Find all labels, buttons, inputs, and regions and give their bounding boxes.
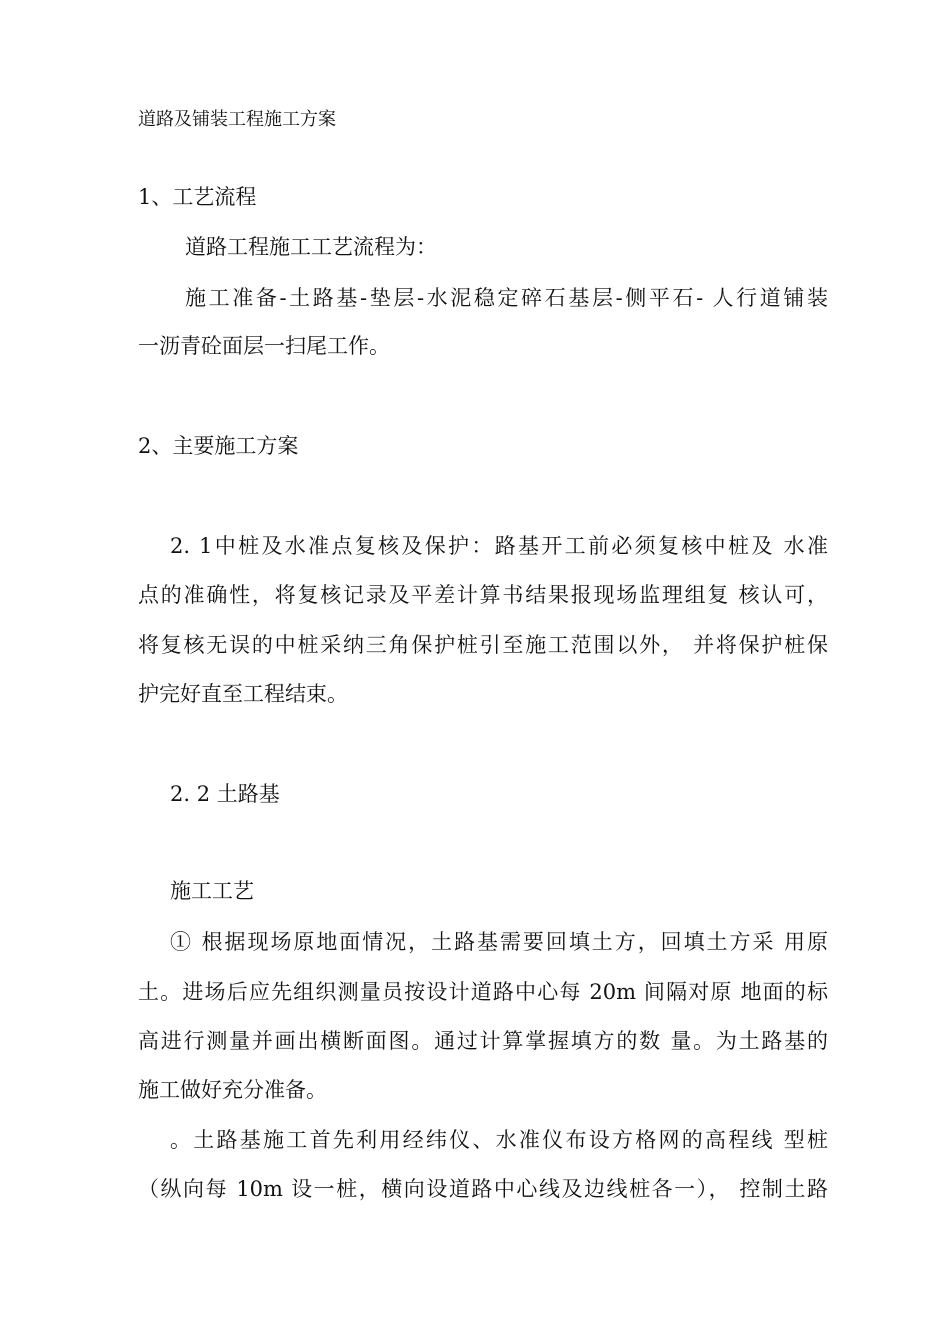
subsection-2-1-line-2: 点的准确性，将复核记录及平差计算书结果报现场监理组复 核认可， xyxy=(138,583,828,607)
item-2-line-1: 。土路基施工首先利用经纬仪、水准仪布设方格网的高程线 型桩 xyxy=(170,1128,828,1152)
subsection-2-1-line-3: 将复核无误的中桩采纳三角保护桩引至施工范围以外， 并将保护桩保 xyxy=(138,633,828,657)
section-1-flow-line-1: 施工准备-土路基-垫层-水泥稳定碎石基层-侧平石- 人行道铺装 xyxy=(185,286,828,310)
item-2-line-2: （纵向每 10m 设一桩，横向设道路中心线及边线桩各一）， 控制土路 xyxy=(138,1177,828,1201)
document-title: 道路及铺装工程施工方案 xyxy=(138,109,336,130)
item-1-line-4: 施工做好充分准备。 xyxy=(138,1078,327,1102)
item-1-line-3: 高进行测量并画出横断面图。通过计算掌握填方的数 量。为土路基的 xyxy=(138,1029,828,1053)
section-2-heading: 2、主要施工方案 xyxy=(138,434,299,458)
process-heading: 施工工艺 xyxy=(170,879,254,903)
item-1-line-1: ① 根据现场原地面情况，土路基需要回填土方，回填土方采 用原 xyxy=(170,930,828,954)
section-1-intro: 道路工程施工工艺流程为： xyxy=(185,235,437,259)
item-1-line-2: 土。进场后应先组织测量员按设计道路中心每 20m 间隔对原 地面的标 xyxy=(138,980,828,1004)
subsection-2-2-heading: 2. 2 土路基 xyxy=(170,782,280,806)
section-1-flow-line-2: 一沥青砼面层一扫尾工作。 xyxy=(138,334,390,358)
section-1-heading: 1、工艺流程 xyxy=(138,185,257,209)
subsection-2-1-line-4: 护完好直至工程结束。 xyxy=(138,682,348,706)
subsection-2-1-line-1: 2. 1中桩及水准点复核及保护：路基开工前必须复核中桩及 水准 xyxy=(170,534,828,558)
